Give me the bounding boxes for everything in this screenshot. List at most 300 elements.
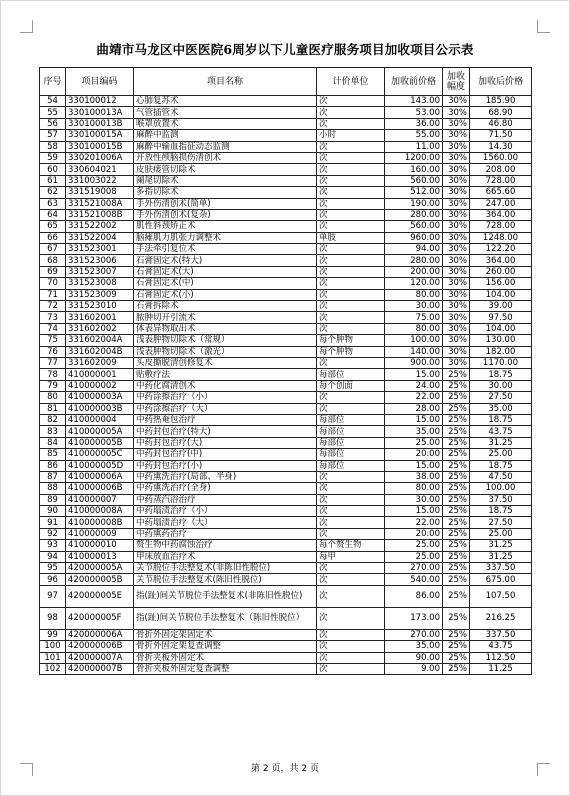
cell-new-price: 39.00 — [470, 301, 532, 312]
cell-price: 35.00 — [385, 641, 443, 652]
cell-seq: 61 — [40, 175, 66, 186]
cell-unit: 次 — [317, 517, 385, 528]
cell-price: 28.00 — [385, 403, 443, 414]
table-row — [40, 289, 532, 300]
cell-seq: 68 — [40, 255, 66, 266]
cell-new-price: 18.75 — [470, 506, 532, 517]
cell-new-price: 112.50 — [470, 652, 532, 663]
cell-unit: 次 — [317, 323, 385, 334]
cell-new-price: 104.00 — [470, 323, 532, 334]
document-title: 曲靖市马龙区中医医院6周岁以下儿童医疗服务项目加收项目公示表 — [96, 42, 474, 57]
cell-code: 410000003B — [66, 403, 134, 414]
cell-name: 阑尾切除术 — [134, 175, 317, 186]
cell-price: 86.00 — [385, 585, 443, 607]
cell-price: 1200.00 — [385, 152, 443, 163]
cell-rate: 30% — [443, 118, 470, 129]
cell-code: 331521008B — [66, 209, 134, 220]
cell-rate: 30% — [443, 96, 470, 107]
cell-name: 甲床放血治疗术 — [134, 551, 317, 562]
table-row — [40, 164, 532, 175]
cell-seq: 65 — [40, 221, 66, 232]
cell-name: 体表异物取出术 — [134, 323, 317, 334]
cell-seq: 88 — [40, 483, 66, 494]
cell-seq: 70 — [40, 278, 66, 289]
cell-new-price: 25.00 — [470, 449, 532, 460]
cell-code: 331523008 — [66, 278, 134, 289]
cell-rate: 25% — [443, 403, 470, 414]
cell-name: 中药封包治疗(中) — [134, 449, 317, 460]
cell-seq: 79 — [40, 380, 66, 391]
cell-unit: 次 — [317, 221, 385, 232]
cell-seq: 71 — [40, 289, 66, 300]
table-row — [40, 574, 532, 585]
cell-price: 25.00 — [385, 437, 443, 448]
cell-seq: 74 — [40, 323, 66, 334]
cell-price: 25.00 — [385, 551, 443, 562]
table-row — [40, 663, 532, 674]
table-row — [40, 278, 532, 289]
cell-new-price: 68.90 — [470, 107, 532, 118]
cell-code: 410000003A — [66, 392, 134, 403]
cell-rate: 30% — [443, 357, 470, 368]
cell-rate: 30% — [443, 255, 470, 266]
cell-price: 200.00 — [385, 266, 443, 277]
cell-rate: 25% — [443, 607, 470, 629]
cell-code: 331602004B — [66, 346, 134, 357]
cell-unit: 次 — [317, 357, 385, 368]
cell-code: 331523007 — [66, 266, 134, 277]
table-row — [40, 563, 532, 574]
cell-name: 肌性斜颈矫正术 — [134, 221, 317, 232]
cell-code: 331602009 — [66, 357, 134, 368]
cell-seq: 82 — [40, 414, 66, 425]
cell-code: 331602002 — [66, 323, 134, 334]
cell-new-price: 1248.00 — [470, 232, 532, 243]
table-row — [40, 221, 532, 232]
cell-name: 赘生物中药腐蚀治疗 — [134, 540, 317, 551]
cell-name: 头皮撕脱清创修复术 — [134, 357, 317, 368]
cell-rate: 30% — [443, 289, 470, 300]
cell-code: 331523010 — [66, 301, 134, 312]
cell-rate: 30% — [443, 266, 470, 277]
cell-name: 中药塌渍治疗（小） — [134, 506, 317, 517]
cell-new-price: 31.25 — [470, 540, 532, 551]
cell-code: 410000008B — [66, 517, 134, 528]
cell-rate: 25% — [443, 540, 470, 551]
cell-rate: 25% — [443, 494, 470, 505]
cell-unit: 次 — [317, 506, 385, 517]
cell-rate: 25% — [443, 392, 470, 403]
cell-code: 410000002 — [66, 380, 134, 391]
cell-code: 331522002 — [66, 221, 134, 232]
cell-price: 11.00 — [385, 141, 443, 152]
cell-seq: 69 — [40, 266, 66, 277]
cell-name: 中药蒸汽浴治疗 — [134, 494, 317, 505]
cell-unit: 每甲 — [317, 551, 385, 562]
crop-mark-top-left — [20, 20, 33, 33]
table-header-row — [40, 68, 532, 96]
cell-seq: 102 — [40, 663, 66, 674]
cell-new-price: 1170.00 — [470, 357, 532, 368]
cell-price: 9.00 — [385, 663, 443, 674]
cell-rate: 25% — [443, 506, 470, 517]
cell-code: 420000007B — [66, 663, 134, 674]
cell-name: 关节脱位手法整复术(陈旧性脱位) — [134, 574, 317, 585]
cell-rate: 30% — [443, 187, 470, 198]
cell-unit: 次 — [317, 255, 385, 266]
cell-new-price: 364.00 — [470, 209, 532, 220]
cell-code: 410000005D — [66, 460, 134, 471]
cell-code: 331523001 — [66, 244, 134, 255]
cell-rate: 30% — [443, 232, 470, 243]
cell-code: 331521008A — [66, 198, 134, 209]
table-row — [40, 437, 532, 448]
cell-price: 140.00 — [385, 346, 443, 357]
cell-price: 80.00 — [385, 483, 443, 494]
cell-name: 中药封包治疗(特大) — [134, 426, 317, 437]
cell-code: 330100013A — [66, 107, 134, 118]
table-row — [40, 301, 532, 312]
cell-unit: 次 — [317, 312, 385, 323]
cell-rate: 25% — [443, 551, 470, 562]
cell-unit: 次 — [317, 494, 385, 505]
cell-new-price: 364.00 — [470, 255, 532, 266]
cell-unit: 次 — [317, 278, 385, 289]
cell-seq: 60 — [40, 164, 66, 175]
cell-unit: 次 — [317, 629, 385, 640]
cell-price: 20.00 — [385, 449, 443, 460]
table-body — [40, 96, 532, 675]
cell-rate: 30% — [443, 244, 470, 255]
cell-code: 410000005A — [66, 426, 134, 437]
cell-unit: 次 — [317, 585, 385, 607]
cell-seq: 81 — [40, 403, 66, 414]
cell-unit: 次 — [317, 175, 385, 186]
cell-new-price: 18.75 — [470, 369, 532, 380]
cell-name: 贴敷疗法 — [134, 369, 317, 380]
cell-seq: 80 — [40, 392, 66, 403]
cell-new-price: 71.50 — [470, 130, 532, 141]
cell-seq: 64 — [40, 209, 66, 220]
table-row — [40, 255, 532, 266]
cell-rate: 30% — [443, 130, 470, 141]
cell-unit: 次 — [317, 483, 385, 494]
cell-seq: 84 — [40, 437, 66, 448]
cell-seq: 95 — [40, 563, 66, 574]
cell-name: 指(趾)间关节脱位手法整复术（陈旧性脱位） — [134, 607, 317, 629]
cell-code: 331523009 — [66, 289, 134, 300]
cell-rate: 25% — [443, 517, 470, 528]
cell-name: 手法牵引复位术 — [134, 244, 317, 255]
header-rate: 加收幅度 — [443, 68, 470, 96]
header-seq: 序号 — [40, 68, 66, 96]
cell-code: 330100013B — [66, 118, 134, 129]
cell-price: 22.00 — [385, 392, 443, 403]
cell-new-price: 31.25 — [470, 437, 532, 448]
cell-rate: 25% — [443, 641, 470, 652]
table-row — [40, 141, 532, 152]
cell-price: 90.00 — [385, 652, 443, 663]
cell-unit: 每部位 — [317, 414, 385, 425]
cell-seq: 89 — [40, 494, 66, 505]
table-row — [40, 357, 532, 368]
cell-new-price: 14.30 — [470, 141, 532, 152]
cell-unit: 每部位 — [317, 460, 385, 471]
cell-unit: 次 — [317, 607, 385, 629]
cell-name: 浅表肿物切除术（激光） — [134, 346, 317, 357]
table-row — [40, 641, 532, 652]
cell-unit: 每部位 — [317, 369, 385, 380]
cell-unit: 次 — [317, 663, 385, 674]
cell-price: 270.00 — [385, 563, 443, 574]
cell-unit: 次 — [317, 652, 385, 663]
cell-seq: 91 — [40, 517, 66, 528]
cell-seq: 56 — [40, 118, 66, 129]
table-row — [40, 403, 532, 414]
cell-unit: 次 — [317, 289, 385, 300]
cell-name: 中药塌渍治疗（大） — [134, 517, 317, 528]
cell-seq: 96 — [40, 574, 66, 585]
cell-new-price: 25.00 — [470, 528, 532, 539]
cell-rate: 25% — [443, 380, 470, 391]
cell-unit: 次 — [317, 563, 385, 574]
cell-new-price: 665.60 — [470, 187, 532, 198]
cell-price: 270.00 — [385, 629, 443, 640]
cell-code: 410000009 — [66, 528, 134, 539]
cell-unit: 次 — [317, 266, 385, 277]
crop-mark-top-right — [537, 20, 550, 33]
table-row — [40, 232, 532, 243]
cell-seq: 86 — [40, 460, 66, 471]
cell-price: 560.00 — [385, 221, 443, 232]
cell-unit: 次 — [317, 209, 385, 220]
cell-price: 30.00 — [385, 301, 443, 312]
header-name: 项目名称 — [134, 68, 317, 96]
cell-name: 中药封包治疗(小) — [134, 460, 317, 471]
cell-new-price: 97.50 — [470, 312, 532, 323]
cell-new-price: 43.75 — [470, 426, 532, 437]
cell-rate: 25% — [443, 483, 470, 494]
cell-code: 410000004 — [66, 414, 134, 425]
cell-new-price: 728.00 — [470, 221, 532, 232]
cell-unit: 次 — [317, 96, 385, 107]
cell-seq: 75 — [40, 335, 66, 346]
cell-new-price: 18.75 — [470, 460, 532, 471]
cell-new-price: 37.50 — [470, 494, 532, 505]
cell-rate: 30% — [443, 278, 470, 289]
cell-rate: 25% — [443, 663, 470, 674]
cell-price: 15.00 — [385, 460, 443, 471]
cell-unit: 每部位 — [317, 449, 385, 460]
table-row — [40, 392, 532, 403]
cell-rate: 25% — [443, 460, 470, 471]
cell-name: 石膏固定术(中) — [134, 278, 317, 289]
cell-name: 中药熏洗治疗(全身) — [134, 483, 317, 494]
table-row — [40, 209, 532, 220]
cell-new-price: 107.50 — [470, 585, 532, 607]
cell-name: 中药封包治疗(大) — [134, 437, 317, 448]
cell-code: 410000005C — [66, 449, 134, 460]
cell-name: 石膏固定术(大) — [134, 266, 317, 277]
cell-unit: 次 — [317, 528, 385, 539]
cell-rate: 30% — [443, 152, 470, 163]
header-code: 项目编码 — [66, 68, 134, 96]
cell-seq: 73 — [40, 312, 66, 323]
cell-price: 280.00 — [385, 255, 443, 266]
table-row — [40, 244, 532, 255]
cell-code: 330100012 — [66, 96, 134, 107]
cell-name: 骨折夹板外固定术 — [134, 652, 317, 663]
cell-new-price: 337.50 — [470, 629, 532, 640]
cell-price: 80.00 — [385, 323, 443, 334]
cell-rate: 25% — [443, 471, 470, 482]
table-row — [40, 369, 532, 380]
cell-code: 410000007 — [66, 494, 134, 505]
table-row — [40, 517, 532, 528]
table-row — [40, 198, 532, 209]
cell-seq: 100 — [40, 641, 66, 652]
cell-new-price: 11.25 — [470, 663, 532, 674]
cell-code: 410000006A — [66, 471, 134, 482]
cell-unit: 次 — [317, 107, 385, 118]
header-price: 加收前价格 — [385, 68, 443, 96]
cell-code: 330100015A — [66, 130, 134, 141]
cell-new-price: 46.80 — [470, 118, 532, 129]
cell-price: 15.00 — [385, 414, 443, 425]
header-unit: 计价单位 — [317, 68, 385, 96]
cell-name: 骨折外固定架复查调整 — [134, 641, 317, 652]
cell-unit: 小时 — [317, 130, 385, 141]
cell-name: 中药涂擦治疗（大） — [134, 403, 317, 414]
cell-seq: 77 — [40, 357, 66, 368]
cell-unit: 每个肿物 — [317, 346, 385, 357]
cell-seq: 59 — [40, 152, 66, 163]
table-row — [40, 540, 532, 551]
cell-code: 420000005F — [66, 607, 134, 629]
cell-unit: 每个创面 — [317, 380, 385, 391]
cell-name: 石膏拆除术 — [134, 301, 317, 312]
table-row — [40, 551, 532, 562]
cell-price: 25.00 — [385, 540, 443, 551]
cell-seq: 92 — [40, 528, 66, 539]
cell-code: 410000010 — [66, 540, 134, 551]
cell-unit: 次 — [317, 574, 385, 585]
cell-name: 手外伤清创术(复杂) — [134, 209, 317, 220]
cell-name: 浅表肿物切除术（常规） — [134, 335, 317, 346]
table-row — [40, 652, 532, 663]
cell-unit: 次 — [317, 164, 385, 175]
header-new-price: 加收后价格 — [470, 68, 532, 96]
cell-seq: 66 — [40, 232, 66, 243]
cell-seq: 98 — [40, 607, 66, 629]
cell-rate: 30% — [443, 209, 470, 220]
cell-new-price: 30.00 — [470, 380, 532, 391]
table-row — [40, 506, 532, 517]
cell-seq: 87 — [40, 471, 66, 482]
cell-unit: 次 — [317, 198, 385, 209]
cell-name: 麻醉中监测 — [134, 130, 317, 141]
cell-name: 开放性颅脑损伤清创术 — [134, 152, 317, 163]
cell-unit: 每个肿物 — [317, 335, 385, 346]
cell-rate: 25% — [443, 426, 470, 437]
table-row — [40, 426, 532, 437]
cell-code: 331003022 — [66, 175, 134, 186]
cell-seq: 55 — [40, 107, 66, 118]
cell-price: 160.00 — [385, 164, 443, 175]
table-row — [40, 266, 532, 277]
cell-code: 420000007A — [66, 652, 134, 663]
cell-code: 420000006B — [66, 641, 134, 652]
cell-new-price: 43.75 — [470, 641, 532, 652]
cell-price: 173.00 — [385, 607, 443, 629]
cell-code: 330604021 — [66, 164, 134, 175]
table-row — [40, 585, 532, 607]
cell-name: 指(趾)间关节脱位手法整复术(非陈旧性脱位) — [134, 585, 317, 607]
cell-new-price: 156.00 — [470, 278, 532, 289]
cell-rate: 30% — [443, 175, 470, 186]
cell-code: 410000006B — [66, 483, 134, 494]
cell-new-price: 18.75 — [470, 414, 532, 425]
cell-price: 94.00 — [385, 244, 443, 255]
cell-price: 53.00 — [385, 107, 443, 118]
cell-name: 石膏固定术(特大) — [134, 255, 317, 266]
cell-unit: 每部位 — [317, 426, 385, 437]
cell-unit: 单肢 — [317, 232, 385, 243]
cell-seq: 97 — [40, 585, 66, 607]
cell-rate: 30% — [443, 164, 470, 175]
cell-unit: 次 — [317, 392, 385, 403]
cell-name: 中药熏药治疗 — [134, 528, 317, 539]
cell-code: 420000005E — [66, 585, 134, 607]
table-row — [40, 312, 532, 323]
cell-new-price: 122.20 — [470, 244, 532, 255]
cell-new-price: 216.25 — [470, 607, 532, 629]
cell-price: 960.00 — [385, 232, 443, 243]
cell-rate: 25% — [443, 585, 470, 607]
cell-code: 331523006 — [66, 255, 134, 266]
cell-code: 331602004A — [66, 335, 134, 346]
cell-seq: 57 — [40, 130, 66, 141]
cell-seq: 101 — [40, 652, 66, 663]
page-footer: 第 2 页，共 2 页 — [251, 764, 319, 774]
cell-price: 512.00 — [385, 187, 443, 198]
cell-price: 143.00 — [385, 96, 443, 107]
cell-new-price: 100.00 — [470, 483, 532, 494]
table-row — [40, 130, 532, 141]
cell-new-price: 27.50 — [470, 517, 532, 528]
cell-name: 气管插管术 — [134, 107, 317, 118]
cell-name: 手外伤清创术(简单) — [134, 198, 317, 209]
cell-code: 410000005B — [66, 437, 134, 448]
cell-rate: 25% — [443, 652, 470, 663]
cell-price: 36.00 — [385, 118, 443, 129]
cell-price: 100.00 — [385, 335, 443, 346]
table-row — [40, 187, 532, 198]
cell-name: 心肺复苏术 — [134, 96, 317, 107]
cell-seq: 94 — [40, 551, 66, 562]
cell-rate: 30% — [443, 323, 470, 334]
cell-seq: 63 — [40, 198, 66, 209]
cell-rate: 25% — [443, 574, 470, 585]
cell-name: 中药化腐清创术 — [134, 380, 317, 391]
cell-name: 多指切除术 — [134, 187, 317, 198]
cell-price: 900.00 — [385, 357, 443, 368]
cell-rate: 30% — [443, 198, 470, 209]
cell-price: 540.00 — [385, 574, 443, 585]
cell-unit: 次 — [317, 152, 385, 163]
cell-new-price: 104.00 — [470, 289, 532, 300]
cell-price: 75.00 — [385, 312, 443, 323]
